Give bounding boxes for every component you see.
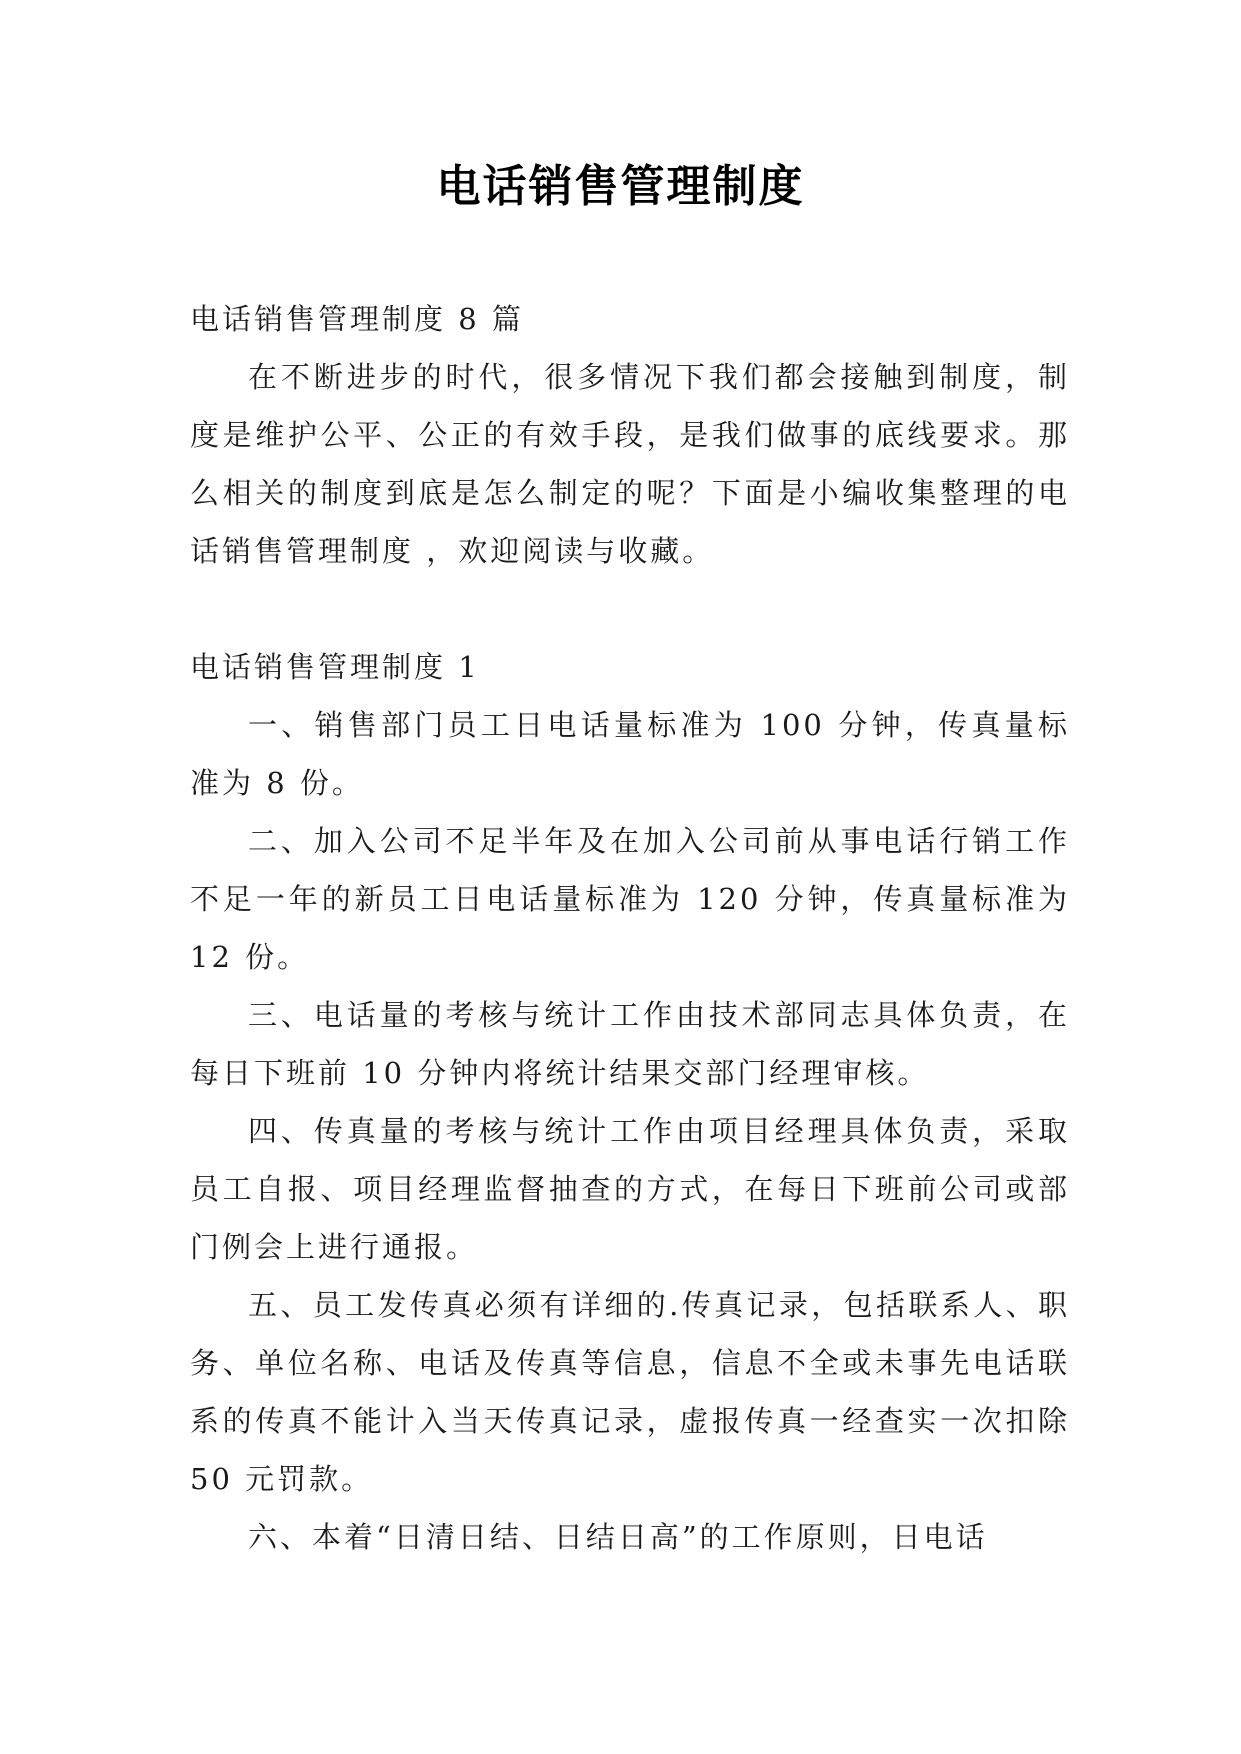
rule-item-1: 一、销售部门员工日电话量标准为 100 分钟，传真量标准为 8 份。 bbox=[190, 708, 1070, 800]
section-heading: 电话销售管理制度 1 bbox=[190, 650, 480, 684]
document-subtitle: 电话销售管理制度 8 篇 bbox=[190, 302, 524, 336]
rule-item-4: 四、传真量的考核与统计工作由项目经理具体负责，采取员工自报、项目经理监督抽查的方式，在每日下班前公司或部门例会上进行通报。 bbox=[190, 1114, 1070, 1264]
intro-paragraph: 在不断进步的时代，很多情况下我们都会接触到制度，制度是维护公平、公正的有效手段，是我们做事的底线要求。那么相关的制度到底是怎么制定的呢？下面是小编收集整理的电话销售管理制度 ，欢迎阅读与收藏。 bbox=[190, 360, 1070, 568]
document-body bbox=[190, 290, 1070, 1566]
rule-item-5: 五、员工发传真必须有详细的.传真记录，包括联系人、职务、单位名称、电话及传真等信息，信息不全或未事先电话联系的传真不能计入当天传真记录，虚报传真一经查实一次扣除 50 元罚款。 bbox=[190, 1288, 1070, 1496]
section-spacer bbox=[190, 580, 1070, 638]
rule-item-3: 三、电话量的考核与统计工作由技术部同志具体负责，在每日下班前 10 分钟内将统计结果交部门经理审核。 bbox=[190, 998, 1070, 1090]
document-title: 电话销售管理制度 bbox=[436, 161, 805, 212]
rule-item-6: 六、本着“日清日结、日结日高”的工作原则，日电话 bbox=[248, 1520, 988, 1554]
rule-item-2: 二、加入公司不足半年及在加入公司前从事电话行销工作不足一年的新员工日电话量标准为 120 分钟，传真量标准为 12 份。 bbox=[190, 824, 1070, 974]
